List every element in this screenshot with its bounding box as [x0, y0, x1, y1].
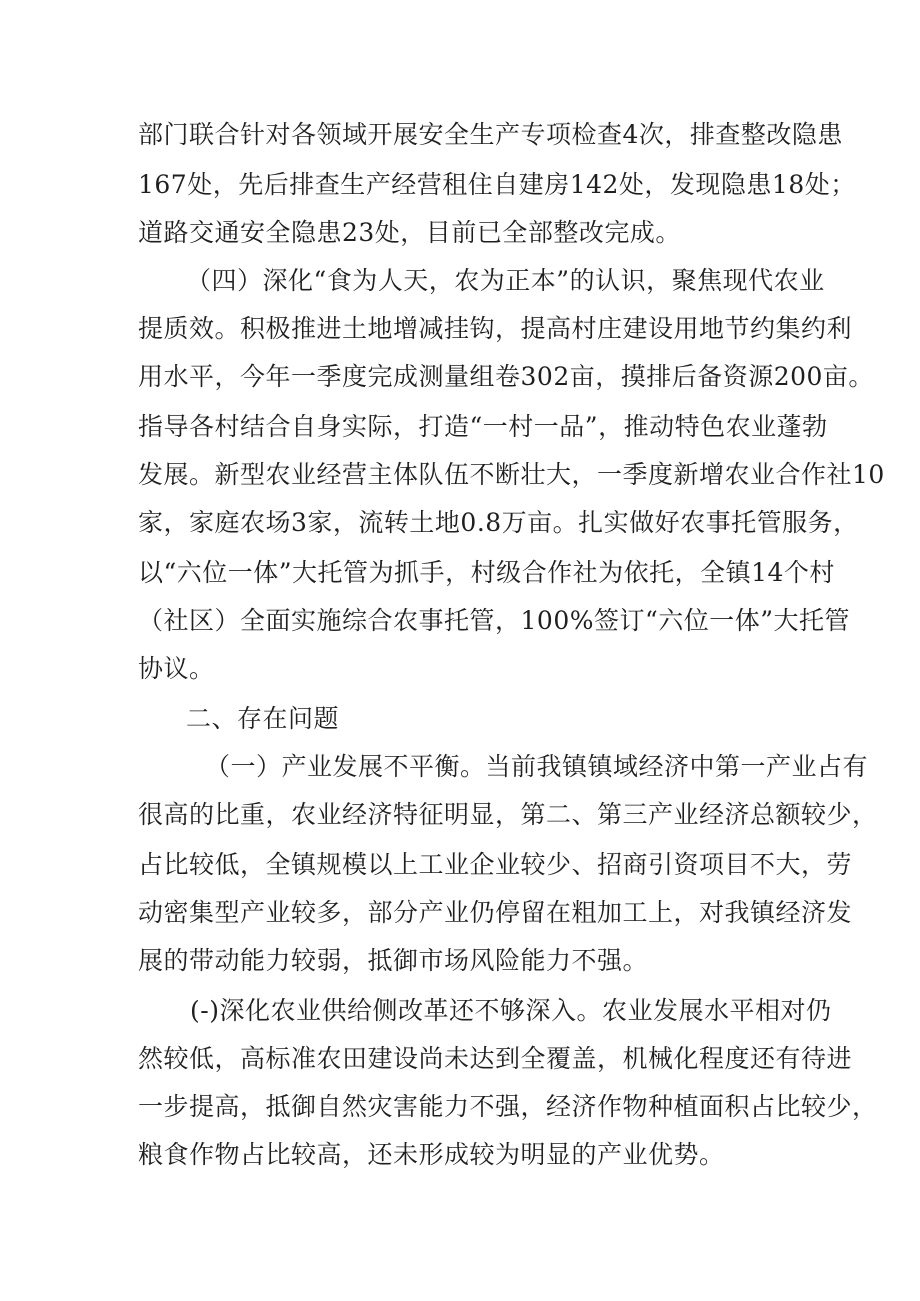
paragraph-line: 发展。新型农业经营主体队伍不断壮大，一季度新增农业合作社10 — [138, 460, 885, 489]
section-heading-2: 二、存在问题 — [186, 704, 340, 733]
paragraph-line: 动密集型产业较多，部分产业仍停留在粗加工上，对我镇经济发 — [138, 898, 853, 927]
paragraph-line: 协议。 — [138, 654, 215, 683]
paragraph-line: 很高的比重，农业经济特征明显，第二、第三产业经济总额较少， — [138, 800, 878, 829]
subsection-heading-1: （一）产业发展不平衡。当前我镇镇域经济中第一产业占有 — [205, 752, 869, 781]
paragraph-line: 家，家庭农场3家，流转土地0.8万亩。扎实做好农事托管服务， — [138, 508, 859, 537]
paragraph-line: 展的带动能力较弱，抵御市场风险能力不强。 — [138, 946, 649, 975]
paragraph-line: 用水平，今年一季度完成测量组卷302亩，摸排后备资源200亩。 — [138, 362, 874, 391]
paragraph-line: 提质效。积极推进土地增减挂钩，提高村庄建设用地节约集约利 — [138, 314, 853, 343]
paragraph-line: 以“六位一体”大托管为抓手，村级合作社为依托，全镇14个村 — [138, 558, 835, 587]
paragraph-line: 指导各村结合自身实际，打造“一村一品”，推动特色农业蓬勃 — [138, 412, 828, 441]
subsection-heading-2: (-)深化农业供给侧改革还不够深入。农业发展水平相对仍 — [190, 996, 832, 1025]
paragraph-line: 部门联合针对各领域开展安全生产专项检查4次，排查整改隐患 — [138, 120, 843, 149]
paragraph-line: （社区）全面实施综合农事托管，100%签订“六位一体”大托管 — [138, 606, 851, 635]
paragraph-line: 一步提高，抵御自然灾害能力不强，经济作物种植面积占比较少， — [138, 1092, 878, 1121]
paragraph-line: 占比较低，全镇规模以上工业企业较少、招商引资项目不大，劳 — [138, 850, 853, 879]
paragraph-line: 道路交通安全隐患23处，目前已全部整改完成。 — [138, 218, 681, 247]
paragraph-line: 167处，先后排查生产经营租住自建房142处，发现隐患18处； — [138, 170, 856, 199]
paragraph-line: 然较低，高标准农田建设尚未达到全覆盖，机械化程度还有待进 — [138, 1044, 853, 1073]
paragraph-line: 粮食作物占比较高，还未形成较为明显的产业优势。 — [138, 1140, 725, 1169]
section-heading-4: （四）深化“食为人天，农为正本”的认识，聚焦现代农业 — [186, 266, 825, 295]
